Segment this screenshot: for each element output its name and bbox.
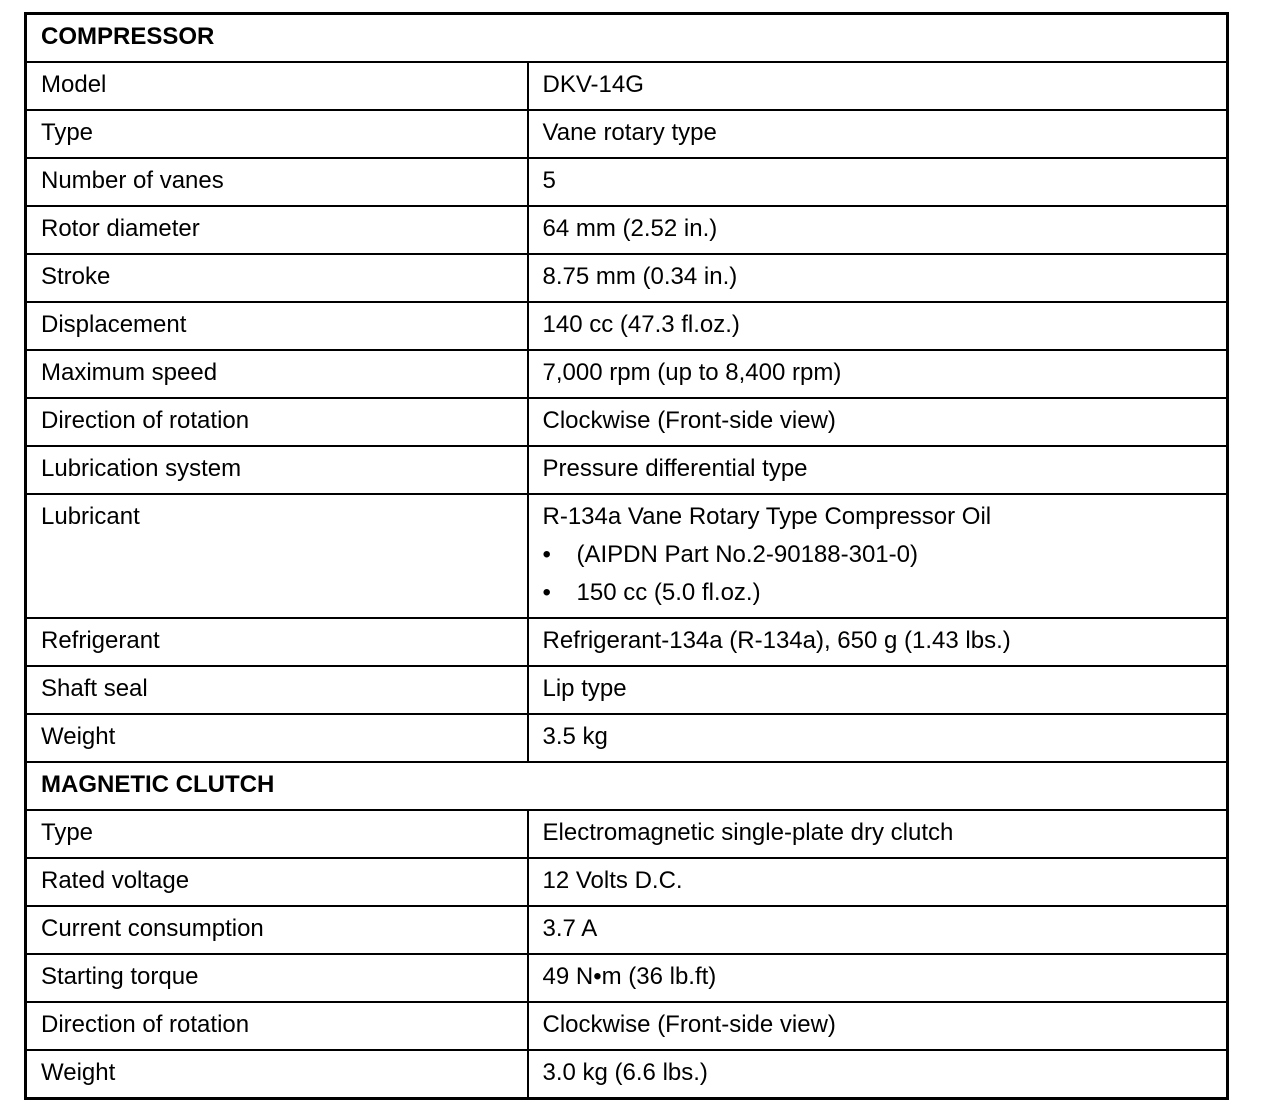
row-value: R-134a Vane Rotary Type Compressor Oil <box>542 503 992 530</box>
table-row <box>26 1050 1228 1099</box>
table-row <box>26 1002 1228 1050</box>
section-title: COMPRESSOR <box>26 14 1228 63</box>
row-value: 140 cc (47.3 fl.oz.) <box>528 302 1228 350</box>
row-label: Maximum speed <box>26 350 528 398</box>
bullet-marker: • <box>542 579 551 606</box>
row-label: Lubrication system <box>26 446 528 494</box>
row-label: Displacement <box>26 302 528 350</box>
table-row <box>26 714 1228 762</box>
row-label: Direction of rotation <box>26 1002 528 1050</box>
table-row <box>26 158 1228 206</box>
table-row <box>26 810 1228 858</box>
table-row <box>26 110 1228 158</box>
row-label: Type <box>26 110 528 158</box>
table-row <box>26 666 1228 714</box>
spec-table <box>24 12 1229 1100</box>
row-value: 7,000 rpm (up to 8,400 rpm) <box>528 350 1228 398</box>
row-value: 3.7 A <box>528 906 1228 954</box>
row-value: 64 mm (2.52 in.) <box>528 206 1228 254</box>
row-label: Number of vanes <box>26 158 528 206</box>
table-row <box>26 302 1228 350</box>
row-label: Type <box>26 810 528 858</box>
bullet-text: 150 cc (5.0 fl.oz.) <box>576 579 761 606</box>
table-row <box>26 62 1228 110</box>
table-row <box>26 906 1228 954</box>
bullet-item <box>543 569 1213 607</box>
table-row <box>26 398 1228 446</box>
table-row <box>26 858 1228 906</box>
row-value: Refrigerant-134a (R-134a), 650 g (1.43 lbs.) <box>528 618 1228 666</box>
row-label: Stroke <box>26 254 528 302</box>
row-value: Electromagnetic single-plate dry clutch <box>528 810 1228 858</box>
row-label: Direction of rotation <box>26 398 528 446</box>
row-label: Weight <box>26 714 528 762</box>
row-label: Rotor diameter <box>26 206 528 254</box>
row-label: Lubricant <box>26 494 528 618</box>
spec-table-body <box>26 14 1228 1099</box>
row-value: 8.75 mm (0.34 in.) <box>528 254 1228 302</box>
row-value: Clockwise (Front-side view) <box>528 398 1228 446</box>
table-row <box>26 446 1228 494</box>
row-label: Shaft seal <box>26 666 528 714</box>
bullet-item <box>543 531 1213 569</box>
row-value: 49 N•m (36 lb.ft) <box>528 954 1228 1002</box>
row-label: Rated voltage <box>26 858 528 906</box>
section-header-compressor <box>26 14 1228 63</box>
row-label: Refrigerant <box>26 618 528 666</box>
row-value: 3.0 kg (6.6 lbs.) <box>528 1050 1228 1099</box>
row-value: 5 <box>528 158 1228 206</box>
row-label: Starting torque <box>26 954 528 1002</box>
section-header-magnetic-clutch <box>26 762 1228 810</box>
row-label: Weight <box>26 1050 528 1099</box>
bullet-text: (AIPDN Part No.2-90188-301-0) <box>576 541 918 568</box>
row-value: 3.5 kg <box>528 714 1228 762</box>
table-row <box>26 954 1228 1002</box>
row-value: Lip type <box>528 666 1228 714</box>
bullet-marker: • <box>542 541 551 568</box>
table-row <box>26 254 1228 302</box>
row-value: Clockwise (Front-side view) <box>528 1002 1228 1050</box>
table-row <box>26 350 1228 398</box>
section-title: MAGNETIC CLUTCH <box>26 762 1228 810</box>
row-label: Model <box>26 62 528 110</box>
row-label: Current consumption <box>26 906 528 954</box>
row-value: 12 Volts D.C. <box>528 858 1228 906</box>
table-row <box>26 206 1228 254</box>
row-value: Vane rotary type <box>528 110 1228 158</box>
table-row-lubricant <box>26 494 1228 618</box>
table-row <box>26 618 1228 666</box>
row-value: DKV-14G <box>528 62 1228 110</box>
row-value-multiline <box>528 494 1228 618</box>
row-value: Pressure differential type <box>528 446 1228 494</box>
